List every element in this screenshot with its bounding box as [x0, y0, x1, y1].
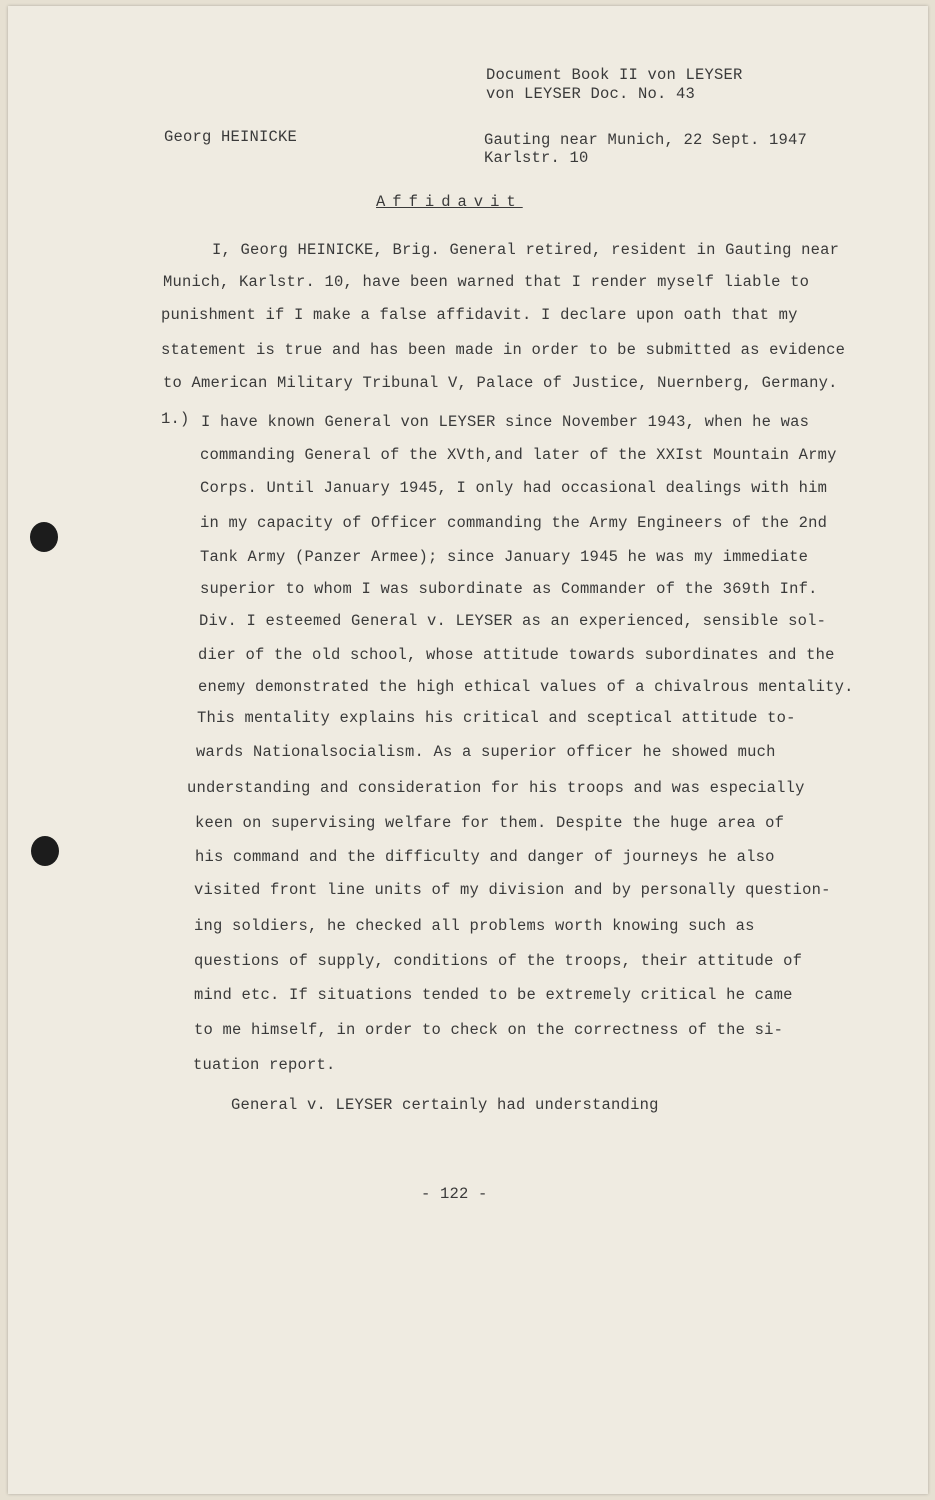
item-line: tuation report.	[193, 1056, 336, 1074]
address: Karlstr. 10	[484, 149, 589, 167]
intro-line: statement is true and has been made in order to be submitted as evidence	[161, 341, 846, 359]
item-line: Div. I esteemed General v. LEYSER as an experienced, sensible sol-	[199, 612, 827, 630]
item-line: keen on supervising welfare for them. Despite the huge area of	[195, 814, 785, 832]
item-line: his command and the difficulty and danger of journeys he also	[195, 848, 775, 866]
intro-line: Munich, Karlstr. 10, have been warned that I render myself liable to	[163, 273, 810, 291]
item-line: commanding General of the XVth,and later of the XXIst Mountain Army	[200, 446, 837, 464]
intro-line: to American Military Tribunal V, Palace of Justice, Nuernberg, Germany.	[163, 374, 838, 392]
item-line: questions of supply, conditions of the troops, their attitude of	[194, 952, 803, 970]
item-line: understanding and consideration for his troops and was especially	[187, 779, 805, 797]
item-line: visited front line units of my division and by personally question-	[194, 881, 831, 899]
item-line: wards Nationalsocialism. As a superior officer he showed much	[196, 743, 776, 761]
item-line: mind etc. If situations tended to be extremely critical he came	[194, 986, 793, 1004]
item-line: enemy demonstrated the high ethical values of a chivalrous mentality.	[198, 678, 854, 696]
item-line: dier of the old school, whose attitude towards subordinates and the	[198, 646, 835, 664]
item-number: 1.)	[161, 410, 190, 428]
item-line: This mentality explains his critical and sceptical attitude to-	[197, 709, 796, 727]
page-title: Affidavit	[376, 193, 523, 211]
intro-line: punishment if I make a false affidavit. I declare upon oath that my	[161, 306, 798, 324]
author-name: Georg HEINICKE	[164, 128, 298, 146]
punch-hole-top	[30, 522, 58, 552]
place-date: Gauting near Munich, 22 Sept. 1947	[484, 131, 808, 149]
item-line: to me himself, in order to check on the correctness of the si-	[194, 1021, 784, 1039]
intro-line: I, Georg HEINICKE, Brig. General retired, resident in Gauting near	[212, 241, 840, 259]
item-line: Tank Army (Panzer Armee); since January 1945 he was my immediate	[200, 548, 809, 566]
page-number: - 122 -	[421, 1185, 488, 1203]
doc-ref-line1: Document Book II von LEYSER	[486, 66, 743, 84]
item-line: ing soldiers, he checked all problems worth knowing such as	[194, 917, 755, 935]
closing-line: General v. LEYSER certainly had understanding	[231, 1096, 659, 1114]
punch-hole-bottom	[31, 836, 59, 866]
item-line: I have known General von LEYSER since November 1943, when he was	[201, 413, 810, 431]
item-line: superior to whom I was subordinate as Commander of the 369th Inf.	[200, 580, 818, 598]
item-line: Corps. Until January 1945, I only had occasional dealings with him	[200, 479, 828, 497]
document-page	[8, 6, 928, 1494]
item-line: in my capacity of Officer commanding the Army Engineers of the 2nd	[200, 514, 828, 532]
doc-ref-line2: von LEYSER Doc. No. 43	[486, 85, 696, 103]
